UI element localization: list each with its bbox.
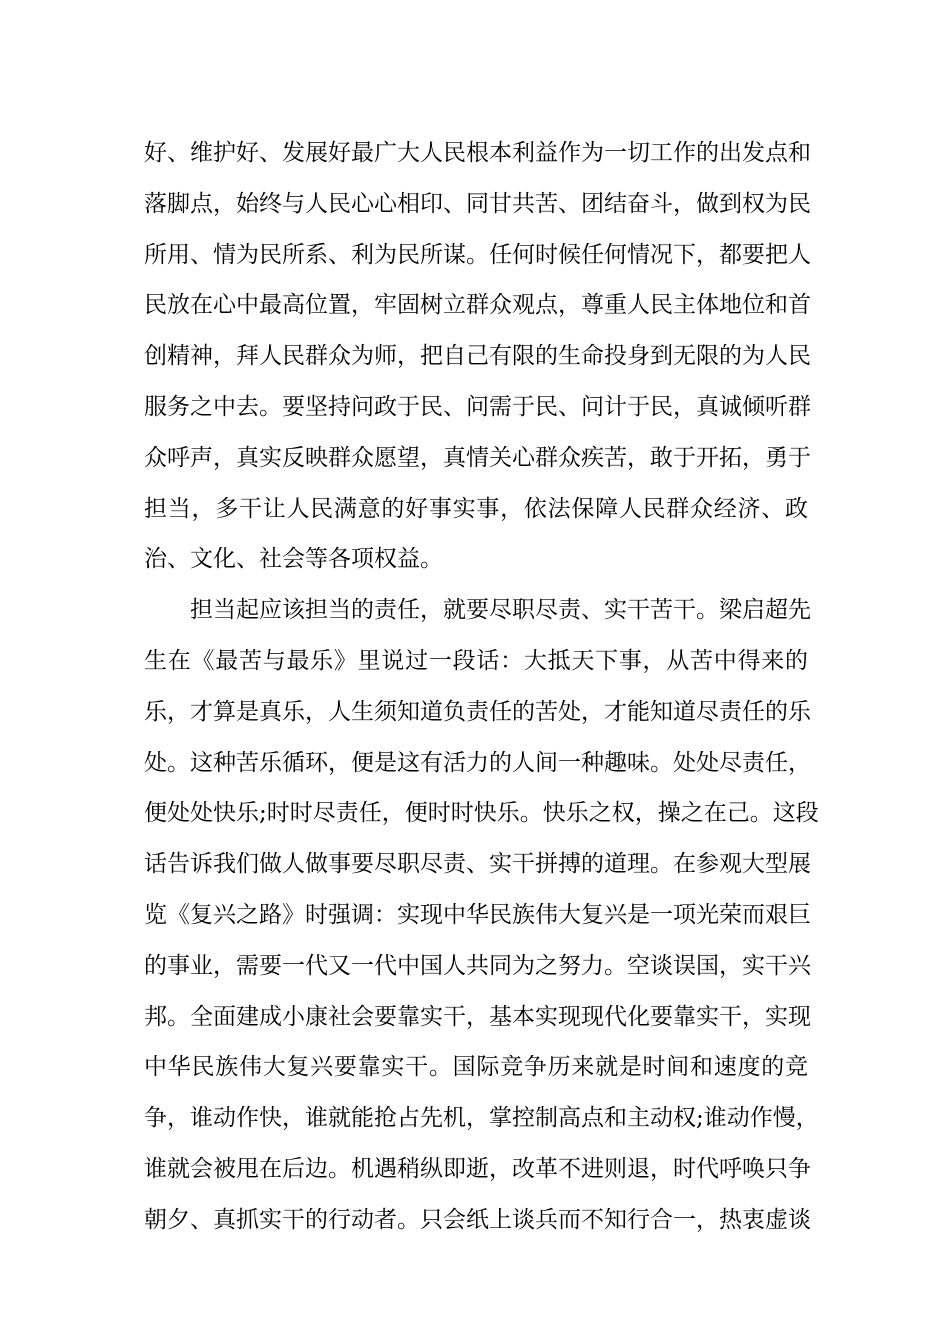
text-line-2: 落脚点，始终与人民心心相印、同甘共苦、团结奋斗，做到权为民 bbox=[144, 190, 811, 217]
text-line-16: 览《复兴之路》时强调：实现中华民族伟大复兴是一项光荣而艰巨 bbox=[144, 901, 811, 928]
text-line-21: 谁就会被甩在后边。机遇稍纵即逝，改革不进则退，时代呼唤只争 bbox=[144, 1155, 811, 1182]
text-line-22: 朝夕、真抓实干的行动者。只会纸上谈兵而不知行合一，热衷虚谈 bbox=[144, 1206, 811, 1233]
text-line-17: 的事业，需要一代又一代中国人共同为之努力。空谈误国，实干兴 bbox=[144, 952, 811, 979]
body-text bbox=[144, 128, 819, 1246]
text-line-14: 便处处快乐;时时尽责任，便时时快乐。快乐之权，操之在己。这段 bbox=[144, 800, 819, 827]
text-line-19: 中华民族伟大复兴要靠实干。国际竞争历来就是时间和速度的竞 bbox=[144, 1054, 808, 1081]
text-line-9: 治、文化、社会等各项权益。 bbox=[144, 546, 443, 573]
text-line-3: 所用、情为民所系、利为民所谋。任何时候任何情况下，都要把人 bbox=[144, 241, 811, 268]
text-line-1: 好、维护好、发展好最广大人民根本利益作为一切工作的出发点和 bbox=[144, 140, 811, 166]
text-line-4: 民放在心中最高位置，牢固树立群众观点，尊重人民主体地位和首 bbox=[144, 292, 811, 319]
text-line-5: 创精神，拜人民群众为师，把自己有限的生命投身到无限的为人民 bbox=[144, 343, 811, 370]
text-line-18: 邦。全面建成小康社会要靠实干，基本实现现代化要靠实干，实现 bbox=[144, 1003, 811, 1030]
text-line-15: 话告诉我们做人做事要尽职尽责、实干拼搏的道理。在参观大型展 bbox=[144, 851, 811, 878]
text-line-8: 担当，多干让人民满意的好事实事，依法保障人民群众经济、政 bbox=[144, 495, 808, 522]
text-line-13: 处。这种苦乐循环，便是这有活力的人间一种趣味。处处尽责任， bbox=[144, 749, 811, 776]
text-line-20: 争，谁动作快，谁就能抢占先机，掌控制高点和主动权;谁动作慢， bbox=[144, 1105, 819, 1132]
paragraph-2-line-1: 担当起应该担当的责任，就要尽职尽责、实干苦干。梁启超先 bbox=[190, 597, 811, 624]
text-line-12: 乐，才算是真乐，人生须知道负责任的苦处，才能知道尽责任的乐 bbox=[144, 698, 811, 725]
text-line-11: 生在《最苦与最乐》里说过一段话：大抵天下事，从苦中得来的 bbox=[144, 647, 808, 674]
text-line-7: 众呼声，真实反映群众愿望，真情关心群众疾苦，敢于开拓，勇于 bbox=[144, 444, 811, 471]
text-line-6: 服务之中去。要坚持问政于民、问需于民、问计于民，真诚倾听群 bbox=[144, 393, 811, 420]
